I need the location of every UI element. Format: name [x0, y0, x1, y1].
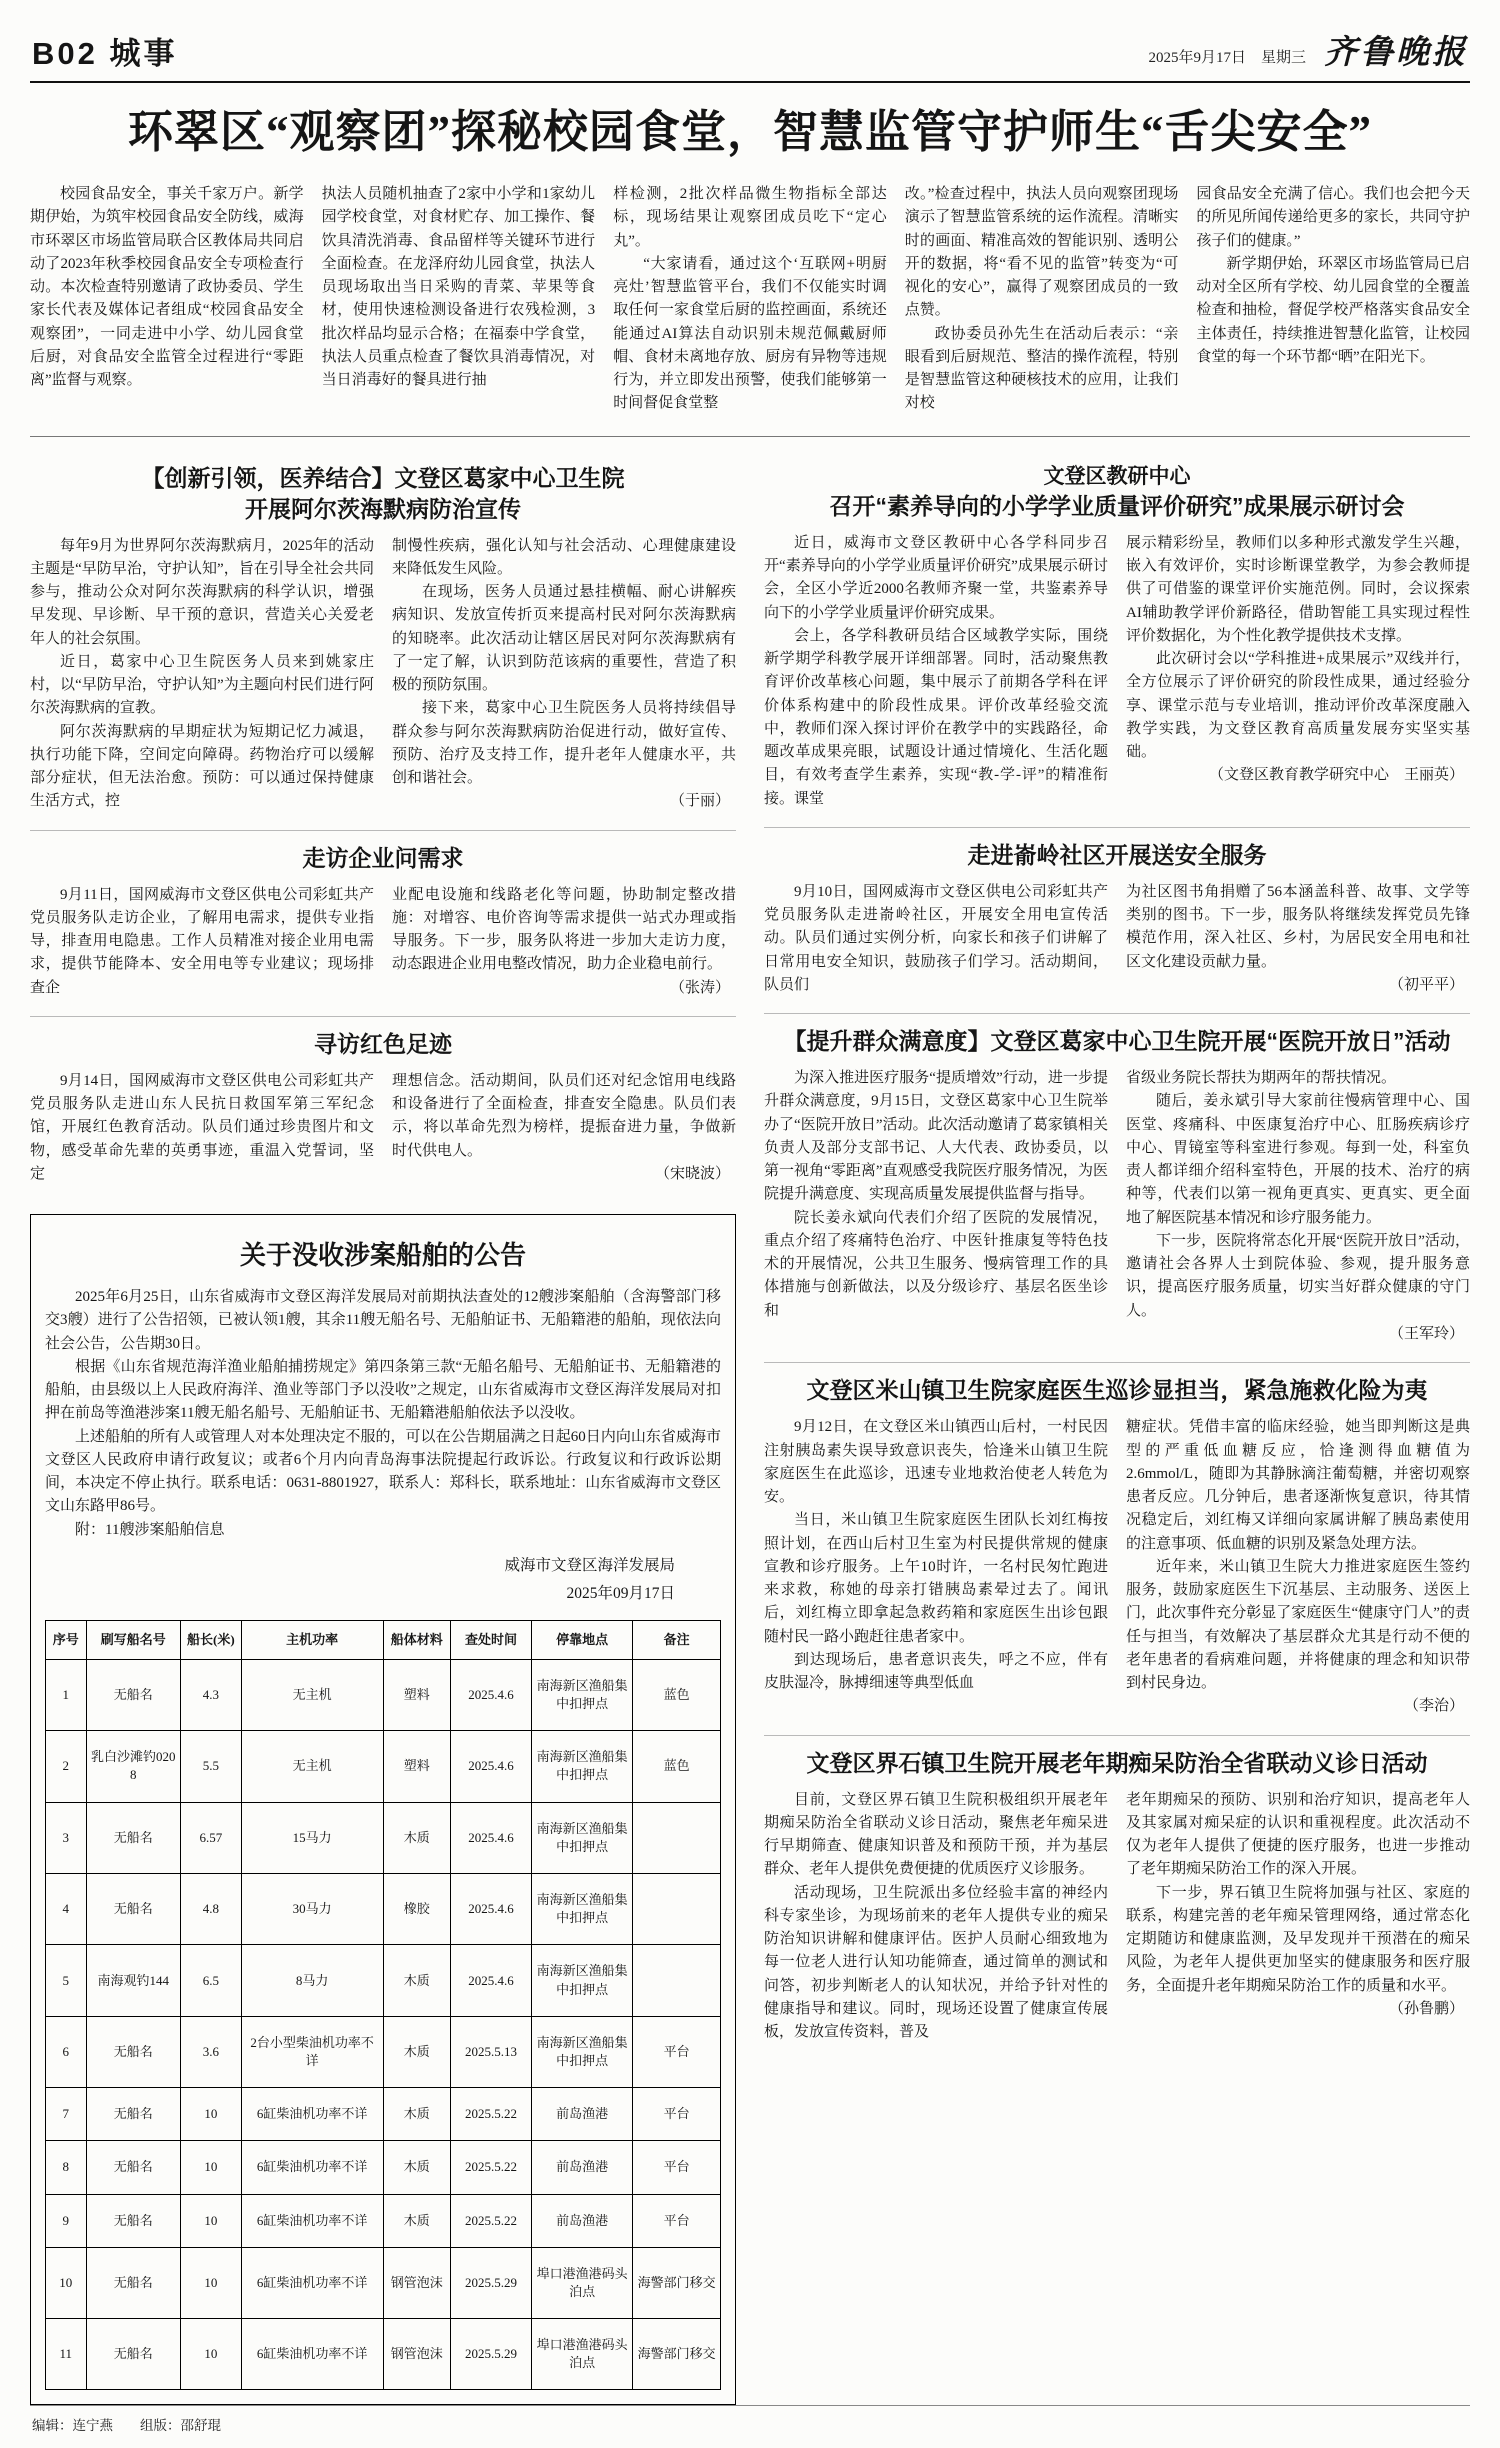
table-row [46, 2319, 721, 2390]
article-community-safety-service [764, 827, 1470, 1013]
page-header [30, 22, 1470, 81]
table-cell [633, 1874, 721, 1945]
article-title: 走进嵛岭社区开展送安全服务 [967, 841, 1267, 868]
table-cell: 2台小型柴油机功率不详 [241, 2016, 383, 2087]
table-cell: 南海观钓144 [86, 1945, 181, 2016]
text-column [392, 884, 736, 1000]
article-education-research-seminar [764, 451, 1470, 827]
table-cell: 钢管泡沫 [383, 2247, 451, 2318]
notice-title: 关于没收涉案船舶的公告 [239, 1240, 526, 1271]
article-hospital-open-day [764, 1013, 1470, 1362]
table-cell: 7 [46, 2088, 87, 2141]
table-cell: 2025.5.29 [451, 2247, 532, 2318]
table-cell: 6缸柴油机功率不详 [241, 2088, 383, 2141]
paragraph: 下一步，界石镇卫生院将加强与社区、家庭的联系，构建完善的老年痴呆管理网络，通过常态化定期随访和健康监测，及早发现并干预潜在的痴呆风险，为老年人提供更加坚实的健康服务和医疗服务，全面提升老年期痴呆防治工作的质量和水平。 [1126, 1884, 1470, 1994]
table-cell: 10 [181, 2141, 242, 2194]
lower-section [30, 451, 1470, 2406]
table-cell: 无船名 [86, 2016, 181, 2087]
text-column [322, 183, 596, 416]
table-header-cell: 主机功率 [241, 1620, 383, 1659]
table-cell: 前岛渔港 [532, 2141, 633, 2194]
article-dementia-clinic-day [764, 1735, 1470, 2061]
text-column [764, 1067, 1108, 1346]
table-cell: 8马力 [241, 1945, 383, 2016]
paragraph: 下一步，医院将常态化开展“医院开放日”活动，邀请社会各界人士到院体验、参观，提升服务意识，提高医疗服务质量，切实当好群众健康的守门人。 [1126, 1232, 1470, 1319]
table-cell: 南海新区渔船集中扣押点 [532, 2016, 633, 2087]
table-cell: 6缸柴油机功率不详 [241, 2247, 383, 2318]
table-cell: 4 [46, 1874, 87, 1945]
paragraph: 9月14日，国网威海市文登区供电公司彩虹共产党员服务队走进山东人民抗日救国军第三军纪念馆，开展红色教育活动。队员们通过珍贵图片和文物，感受革命先辈的英勇事迹，重温入党誓词，坚定 [30, 1072, 374, 1182]
article-title: 文登区界石镇卫生院开展老年期痴呆防治全省联动义诊日活动 [806, 1749, 1428, 1776]
table-cell: 2025.4.6 [451, 1945, 532, 2016]
text-column [30, 884, 374, 1000]
table-header-row [46, 1620, 721, 1659]
text-column [30, 1070, 374, 1186]
table-cell: 塑料 [383, 1659, 451, 1730]
paragraph: 制慢性疾病，强化认知与社会活动、心理健康建设来降低发生风险。 [392, 537, 736, 577]
paragraph: 业配电设施和线路老化等问题，协助制定整改措施：对增容、电价咨询等需求提供一站式办理或指导服务。下一步，服务队将进一步加大走访力度，动态跟进企业用电整改情况，助力企业稳电前行。 [392, 886, 736, 973]
table-cell: 4.8 [181, 1874, 242, 1945]
vessel-table-wrapper [45, 1620, 721, 2391]
paragraph: 政协委员孙先生在活动后表示：“亲眼看到后厨规范、整洁的操作流程，特别是智慧监管这种硬核技术的应用，让我们对校 [904, 325, 1179, 412]
lead-headline: 环翠区“观察团”探秘校园食堂，智慧监管守护师生“舌尖安全” [127, 107, 1372, 157]
article-enterprise-visit [30, 830, 736, 1016]
text-column [613, 183, 887, 416]
paragraph: 校园食品安全，事关千家万户。新学期伊始，为筑牢校园食品安全防线，威海市环翠区市场监管局联合区教体局共同启动了2023年秋季校园食品安全专项检查行动。本次检查特别邀请了政协委员、学生家长代表及媒体记者组成“校园食品安全观察团”，一同走进中小学、幼儿园食堂后厨，对食品安全监管全过程进行“零距离”监督与观察。 [30, 186, 304, 388]
table-cell: 无船名 [86, 2247, 181, 2318]
article-body [764, 532, 1470, 811]
table-cell: 9 [46, 2194, 87, 2247]
header-divider [30, 81, 1470, 83]
paragraph: 为社区图书角捐赠了56本涵盖科普、故事、文学等类别的图书。下一步，服务队将继续发挥党员先锋模范作用，深入社区、乡村，为居民安全用电和社区文化建设贡献力量。 [1126, 883, 1470, 970]
paragraph: 接下来，葛家中心卫生院医务人员将持续倡导群众参与阿尔茨海默病防治促进行动，做好宣传、预防、治疗及支持工作，提升老年人健康水平，共创和谐社会。 [392, 700, 736, 787]
article-family-doctor-rescue [764, 1362, 1470, 1734]
table-cell: 南海新区渔船集中扣押点 [532, 1874, 633, 1945]
text-column [1126, 1789, 1470, 2045]
table-cell: 木质 [383, 2016, 451, 2087]
table-row [46, 1659, 721, 1730]
table-cell: 橡胶 [383, 1874, 451, 1945]
text-column [30, 183, 304, 416]
table-cell: 埠口港渔港码头泊点 [532, 2247, 633, 2318]
table-row [46, 2088, 721, 2141]
table-cell: 塑料 [383, 1731, 451, 1802]
text-column [764, 532, 1108, 811]
byline: （张涛） [669, 979, 730, 996]
table-cell: 钢管泡沫 [383, 2319, 451, 2390]
paragraph: 糖症状。凭借丰富的临床经验，她当即判断这是典型的严重低血糖反应，恰逢测得血糖值为2.6mmol/L，随即为其静脉滴注葡萄糖，并密切观察患者反应。几分钟后，患者逐渐恢复意识，待其情况稳定后，刘红梅又详细向家属讲解了胰岛素使用的注意事项、低血糖的识别及紧急处理方法。 [1126, 1419, 1470, 1552]
table-cell: 8 [46, 2141, 87, 2194]
article-body [30, 535, 736, 814]
paragraph: 近年来，米山镇卫生院大力推进家庭医生签约服务，鼓励家庭医生下沉基层、主动服务、送医上门，此次事件充分彰显了家庭医生“健康守门人”的责任与担当，有效解决了基层群众尤其是行动不便的老年患者的看病难问题，并将健康的理念和知识带到村民身边。 [1126, 1558, 1470, 1692]
article-title-line2: 召开“素养导向的小学学业质量评价研究”成果展示研讨会 [829, 492, 1405, 519]
notice-signature [45, 1542, 721, 1620]
table-header-cell: 刷写船名号 [86, 1620, 181, 1659]
table-cell: 2025.5.22 [451, 2088, 532, 2141]
paragraph: 为深入推进医疗服务“提质增效”行动，进一步提升群众满意度，9月15日，文登区葛家中心卫生院举办了“医院开放日”活动。此次活动邀请了葛家镇相关负责人及部分支部书记、人大代表、政协委员，以第一视角“零距离”直观感受我院医疗服务情况，为医院提升满意度、实现高质量发展提供监督与指导。 [764, 1070, 1108, 1203]
text-column [392, 535, 736, 814]
text-column [1126, 1416, 1470, 1718]
article-body [764, 1789, 1470, 2045]
paragraph: 2025年6月25日，山东省威海市文登区海洋发展局对前期执法查处的12艘涉案船舶（含海警部门移交3艘）进行了公告招领，已被认领1艘，其余11艘无船名号、无船舶证书、无船籍港的船舶，现依法向社会公告，公告期30日。 [45, 1289, 721, 1352]
text-column [1196, 183, 1470, 416]
byline: （初平平） [1388, 976, 1464, 993]
table-cell: 6.5 [181, 1945, 242, 2016]
publication-date: 2025年9月17日 星期三 [1148, 50, 1306, 66]
table-row [46, 1945, 721, 2016]
table-cell: 无船名 [86, 2088, 181, 2141]
notice-body [45, 1286, 721, 1542]
newspaper-masthead: 齐鲁晚报 [1324, 35, 1468, 71]
paragraph: 9月10日，国网威海市文登区供电公司彩虹共产党员服务队走进嵛岭社区，开展安全用电宣传活动。队员们通过实例分析，向家长和孩子们讲解了日常用电安全知识，鼓励孩子们学习。活动期间，队员们 [764, 883, 1108, 993]
table-cell: 11 [46, 2319, 87, 2390]
table-header-cell: 船体材料 [383, 1620, 451, 1659]
vessel-table [45, 1620, 721, 2391]
table-cell: 平台 [633, 2141, 721, 2194]
table-cell: 6缸柴油机功率不详 [241, 2319, 383, 2390]
text-column [1126, 881, 1470, 997]
paragraph: 会上，各学科教研员结合区域教学实际，围绕新学期学科教学展开详细部署。同时，活动聚焦教育评价改革核心问题，集中展示了前期各学科在评价体系构建中的阶段性成果。评价改革经验交流中，教师们深入探讨评价在教学中的实践路径，命题改革成果亮眼，试题设计通过情境化、生活化题目，有效考查学生素养，实现“教-学-评”的精准衔接。课堂 [764, 627, 1108, 807]
table-cell: 2025.5.29 [451, 2319, 532, 2390]
table-cell: 30马力 [241, 1874, 383, 1945]
table-cell: 2025.5.22 [451, 2194, 532, 2247]
article-title [30, 463, 736, 525]
table-row [46, 1874, 721, 1945]
table-cell: 海警部门移交 [633, 2247, 721, 2318]
article-body [764, 1067, 1470, 1346]
table-cell: 10 [46, 2247, 87, 2318]
table-cell: 2025.4.6 [451, 1874, 532, 1945]
table-cell: 无船名 [86, 2141, 181, 2194]
table-cell: 6缸柴油机功率不详 [241, 2194, 383, 2247]
right-column [764, 451, 1470, 2406]
table-row [46, 1731, 721, 1802]
paragraph: “大家请看，通过这个‘互联网+明厨亮灶’智慧监管平台，我们不仅能实时调取任何一家食堂后厨的监控画面，系统还能通过AI算法自动识别未规范佩戴厨师帽、食材未离地存放、厨房有异物等违规行为，并立即发出预警，使我们能够第一时间督促食堂整 [613, 255, 887, 412]
paragraph: 改。”检查过程中，执法人员向观察团现场演示了智慧监管系统的运作流程。清晰实时的画面、精准高效的智能识别、透明公开的数据，将“看不见的监管”转变为“可视化的安心”，赢得了观察团成员的一致点赞。 [904, 186, 1179, 319]
paragraph: 目前，文登区界石镇卫生院积极组织开展老年期痴呆防治全省联动义诊日活动，聚焦老年痴呆进行早期筛查、健康知识普及和预防干预，并为基层群众、老年人提供免费便捷的优质医疗义诊服务。 [764, 1791, 1108, 1878]
paragraph: 随后，姜永斌引导大家前往慢病管理中心、国医堂、疼痛科、中医康复治疗中心、肛肠疾病诊疗中心、胃镜室等科室进行参观。每到一处，科室负责人都详细介绍科室特色，开展的技术、治疗的病种等，代表们以第一视角更真实、更真实、更全面地了解医院基本情况和诊疗服务能力。 [1126, 1093, 1470, 1226]
paragraph: 院长姜永斌向代表们介绍了医院的发展情况，重点介绍了疼痛特色治疗、中医针推康复等特色技术的开展情况，公共卫生服务、慢病管理工作的具体措施与创新做法，以及分级诊疗、基层名医坐诊和 [764, 1209, 1108, 1319]
text-column [764, 881, 1108, 997]
table-cell: 木质 [383, 2088, 451, 2141]
table-row [46, 2247, 721, 2318]
table-row [46, 2016, 721, 2087]
table-cell [633, 1945, 721, 2016]
table-cell: 平台 [633, 2194, 721, 2247]
article-title-line2: 开展阿尔茨海默病防治宣传 [245, 495, 521, 522]
paragraph: 近日，威海市文登区教研中心各学科同步召开“素养导向的小学学业质量评价研究”成果展示研讨会，全区小学近2000名教师齐聚一堂，共鉴素养导向下的小学学业质量评价研究成果。 [764, 534, 1108, 621]
table-cell: 海警部门移交 [633, 2319, 721, 2390]
paragraph: 活动现场，卫生院派出多位经验丰富的神经内科专家坐诊，为现场前来的老年人提供专业的痴呆防治知识讲解和健康评估。医护人员耐心细致地为每一位老人进行认知功能筛查，通过简单的测试和问答，初步判断老人的认知状况，并给予针对性的健康指导和建议。同时，现场还设置了健康宣传展板，发放宣传资料，普及 [764, 1884, 1108, 2041]
text-column [764, 1416, 1108, 1718]
table-cell: 乳白沙滩钓0208 [86, 1731, 181, 1802]
article-red-footprints [30, 1016, 736, 1202]
table-cell: 2025.5.22 [451, 2141, 532, 2194]
table-cell [633, 1802, 721, 1873]
table-header-cell: 船长(米) [181, 1620, 242, 1659]
table-cell: 无船名 [86, 1659, 181, 1730]
table-cell: 2025.5.13 [451, 2016, 532, 2087]
article-body [764, 881, 1470, 997]
header-right [1148, 26, 1468, 73]
paragraph: 省级业务院长帮扶为期两年的帮扶情况。 [1126, 1070, 1397, 1087]
table-header-cell: 备注 [633, 1620, 721, 1659]
table-cell: 2 [46, 1731, 87, 1802]
text-column [392, 1070, 736, 1186]
table-cell: 蓝色 [633, 1731, 721, 1802]
table-cell: 埠口港渔港码头泊点 [532, 2319, 633, 2390]
table-cell: 6缸柴油机功率不详 [241, 2141, 383, 2194]
paragraph: 展示精彩纷呈，教师们以多种形式激发学生兴趣，嵌入有效评价，实时诊断课堂教学，为参会教师提供了可借鉴的课堂评价实施范例。同时，会议探索AI辅助教学评价新路径，借助智能工具实现过程性评价数据化，为个性化教学提供技术支撑。 [1126, 534, 1470, 644]
table-cell: 木质 [383, 1945, 451, 2016]
paragraph: 在现场，医务人员通过悬挂横幅、耐心讲解疾病知识、发放宣传折页来提高村民对阿尔茨海默病的知晓率。此次活动让辖区居民对阿尔茨海默病有了一定了解，认识到防范该病的重要性，营造了积极的预防氛围。 [392, 584, 736, 694]
lead-article [30, 99, 1470, 437]
text-column [905, 183, 1179, 416]
table-cell: 无船名 [86, 1874, 181, 1945]
table-cell: 5 [46, 1945, 87, 2016]
paragraph: 阿尔茨海默病的早期症状为短期记忆力减退，执行功能下降，空间定向障碍。药物治疗可以缓解部分症状，但无法治愈。预防：可以通过保持健康生活方式，控 [30, 723, 374, 810]
table-cell: 10 [181, 2319, 242, 2390]
byline: （宋晓波） [654, 1165, 730, 1182]
paragraph: 当日，米山镇卫生院家庭医生团队长刘红梅按照计划，在西山后村卫生室为村民提供常规的健康宣教和诊疗服务。上午10时许，一名村民匆忙跑进来求救，称她的母亲打错胰岛素晕过去了。闻讯后，刘红梅立即拿起急救药箱和家庭医生出诊包跟随村民一路小跑赶往患者家中。 [764, 1512, 1108, 1645]
table-cell: 无船名 [86, 1802, 181, 1873]
byline: （于丽） [669, 793, 730, 810]
table-cell: 平台 [633, 2088, 721, 2141]
table-row [46, 2141, 721, 2194]
table-cell: 10 [181, 2194, 242, 2247]
table-cell: 平台 [633, 2016, 721, 2087]
table-cell: 1 [46, 1659, 87, 1730]
paragraph: 到达现场后，患者意识丧失，呼之不应，伴有皮肤湿冷，脉搏细速等典型低血 [764, 1651, 1108, 1692]
text-column [1126, 532, 1470, 811]
table-cell: 4.3 [181, 1659, 242, 1730]
notice-sign-date: 2025年09月17日 [566, 1584, 675, 1602]
article-title: 文登区米山镇卫生院家庭医生巡诊显担当，紧急施救化险为夷 [806, 1377, 1428, 1404]
paragraph: 此次研讨会以“学科推进+成果展示”双线并行，全方位展示了评价研究的阶段性成果，通过经验分享、课堂示范与专业培训，推动评价改革深度融入教学实践，为文登区教育高质量发展夯实坚实基础。 [1126, 651, 1470, 761]
table-cell: 无船名 [86, 2319, 181, 2390]
table-cell: 南海新区渔船集中扣押点 [532, 1731, 633, 1802]
byline: （李治） [1403, 1698, 1464, 1715]
article-body [30, 884, 736, 1000]
table-cell: 南海新区渔船集中扣押点 [532, 1802, 633, 1873]
table-cell: 2025.4.6 [451, 1659, 532, 1730]
paragraph: 执法人员随机抽查了2家中小学和1家幼儿园学校食堂，对食材贮存、加工操作、餐饮具清洗消毒、食品留样等关键环节进行全面检查。在龙泽府幼儿园食堂，执法人员现场取出当日采购的青菜、苹果等食材，使用快速检测设备进行农残检测，3批次样品均显示合格；在福泰中学食堂，执法人员重点检查了餐饮具消毒情况，对当日消毒好的餐具进行抽 [321, 186, 596, 388]
article-alzheimer-awareness [30, 451, 736, 830]
table-cell: 木质 [383, 2141, 451, 2194]
table-cell: 前岛渔港 [532, 2088, 633, 2141]
table-cell: 6 [46, 2016, 87, 2087]
table-cell: 南海新区渔船集中扣押点 [532, 1945, 633, 2016]
article-kicker: 文登区教研中心 [1043, 464, 1191, 488]
table-cell: 前岛渔港 [532, 2194, 633, 2247]
left-column [30, 451, 736, 2406]
lead-article-body [30, 183, 1470, 437]
page-footer [30, 2405, 1470, 2438]
table-cell: 10 [181, 2247, 242, 2318]
paragraph: 园食品安全充满了信心。我们也会把今天的所见所闻传递给更多的家长，共同守护孩子们的健康。” [1196, 186, 1470, 249]
table-cell: 蓝色 [633, 1659, 721, 1730]
article-title: 【提升群众满意度】文登区葛家中心卫生院开展“医院开放日”活动 [783, 1028, 1451, 1055]
table-cell: 10 [181, 2088, 242, 2141]
article-title: 走访企业问需求 [302, 844, 464, 871]
article-title-line1: 【创新引领，医养结合】文登区葛家中心卫生院 [141, 464, 625, 491]
paragraph: 附：11艘涉案船舶信息 [75, 1521, 225, 1538]
article-body [764, 1416, 1470, 1718]
table-cell: 南海新区渔船集中扣押点 [532, 1659, 633, 1730]
paragraph: 新学期伊始，环翠区市场监管局已启动对全区所有学校、幼儿园食堂的全覆盖检查和抽检，督促学校严格落实食品安全主体责任，持续推进智慧化监管，让校园食堂的每一个环节都“晒”在阳光下。 [1196, 255, 1470, 365]
paragraph: 每年9月为世界阿尔茨海默病月，2025年的活动主题是“早防早治，守护认知”，旨在引导全社会共同参与，推动公众对阿尔茨海默病的科学认识，增强早发现、早诊断、早干预的意识，营造关心关爱老年人的社会氛围。 [30, 537, 374, 647]
table-header-cell: 停靠地点 [532, 1620, 633, 1659]
table-row [46, 2194, 721, 2247]
vessel-confiscation-notice [30, 1214, 736, 2405]
paragraph: 近日，葛家中心卫生院医务人员来到姚家庄村，以“早防早治，守护认知”为主题向村民们进行阿尔茨海默病的宣教。 [30, 653, 374, 717]
table-cell: 15马力 [241, 1802, 383, 1873]
article-title: 寻访红色足迹 [314, 1030, 452, 1057]
table-cell: 无船名 [86, 2194, 181, 2247]
paragraph: 理想信念。活动期间，队员们还对纪念馆用电线路和设备进行了全面检查，排查安全隐患。队员们表示，将以革命先烈为榜样，提振奋进力量，争做新时代供电人。 [392, 1072, 736, 1159]
byline: （王军玲） [1388, 1325, 1464, 1342]
table-cell: 木质 [383, 2194, 451, 2247]
table-cell: 2025.4.6 [451, 1731, 532, 1802]
paragraph: 9月12日，在文登区米山镇西山后村，一村民因注射胰岛素失误导致意识丧失，恰逢米山镇卫生院家庭医生在此巡诊，迅速专业地救治使老人转危为安。 [764, 1419, 1108, 1506]
table-row [46, 1802, 721, 1873]
table-cell: 3 [46, 1802, 87, 1873]
paragraph: 样检测，2批次样品微生物指标全部达标，现场结果让观察团成员吃下“定心丸”。 [613, 186, 887, 249]
table-cell: 6.57 [181, 1802, 242, 1873]
notice-signer: 威海市文登区海洋发展局 [504, 1556, 675, 1574]
table-cell: 5.5 [181, 1731, 242, 1802]
table-cell: 3.6 [181, 2016, 242, 2087]
table-header-cell: 序号 [46, 1620, 87, 1659]
text-column [764, 1789, 1108, 2045]
paragraph: 9月11日，国网威海市文登区供电公司彩虹共产党员服务队走访企业，了解用电需求，提供专业指导，排查用电隐患。工作人员精准对接企业用电需求，提供节能降本、安全用电等专业建议；现场排查企 [30, 886, 374, 996]
table-cell: 2025.4.6 [451, 1802, 532, 1873]
table-cell: 无主机 [241, 1659, 383, 1730]
table-cell: 无主机 [241, 1731, 383, 1802]
byline: （文登区教育教学研究中心 王丽英） [1208, 767, 1464, 784]
table-header-cell: 查处时间 [451, 1620, 532, 1659]
editor-credit: 编辑：连宁燕 组版：邵舒琨 [32, 2418, 221, 2434]
paragraph: 上述船舶的所有人或管理人对本处理决定不服的，可以在公告期届满之日起60日内向山东省威海市文登区人民政府申请行政复议；或者6个月内向青岛海事法院提起行政诉讼。行政复议和行政诉讼期间，本决定不停止执行。联系电话：0631-8801927，联系人：郑科长，联系地址：山东省威海市文登区文山东路甲86号。 [45, 1428, 721, 1515]
table-cell: 木质 [383, 1802, 451, 1873]
paragraph: 老年期痴呆的预防、识别和治疗知识，提高老年人及其家属对痴呆症的认识和重视程度。此次活动不仅为老年人提供了便捷的医疗服务，也进一步推动了老年期痴呆防治工作的深入开展。 [1126, 1791, 1470, 1878]
article-title [764, 463, 1470, 522]
page-section-label: B02 城事 [32, 36, 178, 71]
article-body [30, 1070, 736, 1186]
paragraph: 根据《山东省规范海洋渔业船舶捕捞规定》第四条第三款“无船名船号、无船舶证书、无船籍港的船舶，由县级以上人民政府海洋、渔业等部门予以没收”之规定，山东省威海市文登区海洋发展局对扣押在前岛等渔港涉案11艘无船名船号、无船舶证书、无船籍港船舶依法予以没收。 [45, 1358, 721, 1422]
text-column [30, 535, 374, 814]
text-column [1126, 1067, 1470, 1346]
byline: （孙鲁鹏） [1388, 2000, 1464, 2017]
